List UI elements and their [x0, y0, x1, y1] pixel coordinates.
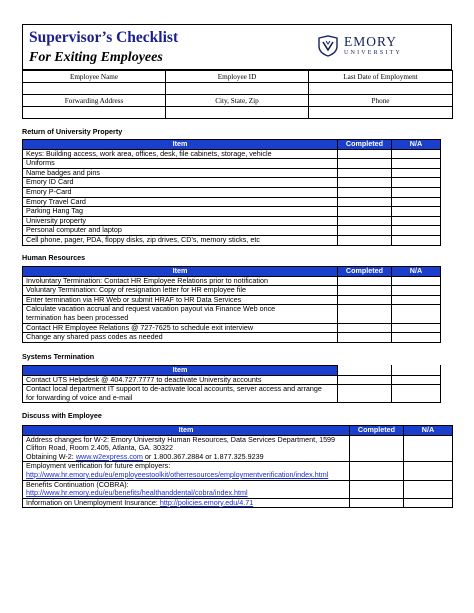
na-cell[interactable] — [392, 305, 441, 323]
table-row — [23, 333, 441, 343]
column-header-na: N/A — [392, 267, 441, 277]
property-table — [22, 139, 441, 246]
table-row — [23, 276, 441, 286]
na-cell[interactable] — [392, 295, 441, 305]
item-text: Name badges and pins — [23, 168, 338, 178]
item-text: Parking Hang Tag — [23, 207, 338, 217]
item-text: University property — [23, 216, 338, 226]
na-cell[interactable] — [392, 333, 441, 343]
item-text: Change any shared pass codes as needed — [23, 333, 338, 343]
item-text: Cell phone, pager, PDA, floppy disks, zip drives, CD’s, memory sticks, etc — [23, 235, 338, 245]
na-cell[interactable] — [392, 187, 441, 197]
column-header-item: Item — [23, 267, 338, 277]
city-state-zip-label: City, State, Zip — [166, 95, 309, 107]
na-cell[interactable] — [404, 498, 453, 508]
forwarding-address-label: Forwarding Address — [23, 95, 166, 107]
cobra-label: Benefits Continuation (COBRA): — [26, 480, 129, 489]
item-text — [23, 498, 350, 508]
cobra-link[interactable]: http://www.hr.emory.edu/eu/benefits/healthanddental/cobra/index.html — [26, 488, 248, 498]
unemployment-link[interactable]: http://policies.emory.edu/4.71 — [159, 498, 254, 507]
table-row — [23, 375, 441, 385]
item-text: Emory ID Card — [23, 178, 338, 188]
column-header-item: Item — [23, 366, 338, 376]
table-row — [23, 462, 453, 480]
item-text: Emory Travel Card — [23, 197, 338, 207]
logo-university: UNIVERSITY — [344, 50, 402, 56]
table-row — [23, 480, 453, 498]
table-row — [23, 323, 441, 333]
column-header-completed: Completed — [338, 267, 392, 277]
na-cell[interactable] — [404, 462, 453, 480]
section-title-hr: Human Resources — [22, 253, 86, 262]
item-text: Emory P-Card — [23, 187, 338, 197]
na-cell[interactable] — [392, 197, 441, 207]
item-text — [23, 480, 350, 498]
na-cell[interactable] — [392, 168, 441, 178]
na-cell[interactable] — [404, 480, 453, 498]
table-row — [23, 385, 441, 403]
completed-cell[interactable] — [338, 178, 392, 188]
shield-crest-icon — [317, 35, 339, 57]
column-header-completed: Completed — [338, 140, 392, 150]
na-cell[interactable] — [392, 323, 441, 333]
w2-obtain-line — [26, 453, 341, 462]
employee-name-label: Employee Name — [23, 71, 166, 83]
table-row — [23, 286, 441, 296]
column-header-na: N/A — [404, 426, 453, 436]
city-state-zip-field[interactable] — [166, 107, 309, 119]
na-header-empty — [392, 366, 441, 376]
phone-label: Phone — [309, 95, 453, 107]
employee-id-field[interactable] — [166, 83, 309, 95]
logo-wordmark: EMORY — [344, 34, 398, 49]
item-text: Voluntary Termination: Copy of resignation letter for HR employee file — [23, 286, 338, 296]
completed-cell[interactable] — [338, 197, 392, 207]
na-cell[interactable] — [392, 235, 441, 245]
completed-cell[interactable] — [338, 276, 392, 286]
column-header-item: Item — [23, 426, 350, 436]
na-cell[interactable] — [392, 385, 441, 403]
w2-obtain-prefix: Obtaining W-2: — [26, 451, 76, 461]
table-row — [23, 295, 441, 305]
completed-cell[interactable] — [338, 333, 392, 343]
completed-cell[interactable] — [338, 235, 392, 245]
completed-cell[interactable] — [350, 498, 404, 508]
table-row — [23, 207, 441, 217]
table-row — [23, 178, 441, 188]
completed-cell[interactable] — [338, 323, 392, 333]
table-row — [23, 435, 453, 462]
completed-cell[interactable] — [338, 159, 392, 169]
table-row — [23, 216, 441, 226]
completed-header-empty — [338, 366, 392, 376]
completed-cell[interactable] — [338, 385, 392, 403]
item-text: Contact local department IT support to de-activate local accounts, server access and arrange for forwarding of voice and e-mail — [23, 385, 338, 403]
na-cell[interactable] — [392, 149, 441, 159]
na-cell[interactable] — [392, 178, 441, 188]
table-row — [23, 197, 441, 207]
completed-cell[interactable] — [338, 168, 392, 178]
na-cell[interactable] — [392, 159, 441, 169]
na-cell[interactable] — [404, 435, 453, 462]
w2-obtain-suffix: or 1.800.367.2884 or 1.877.325.9239 — [142, 451, 264, 461]
phone-field[interactable] — [309, 107, 453, 119]
employee-info-table — [22, 70, 453, 119]
section-title-systems: Systems Termination — [22, 352, 95, 361]
item-text: Calculate vacation accrual and request vacation payout via Finance Web once termination has been processed — [23, 305, 338, 323]
table-row — [23, 187, 441, 197]
completed-cell[interactable] — [338, 149, 392, 159]
completed-cell[interactable] — [338, 295, 392, 305]
section-title-discuss: Discuss with Employee — [22, 411, 102, 420]
employee-name-field[interactable] — [23, 83, 166, 95]
item-text — [23, 435, 350, 462]
na-cell[interactable] — [392, 216, 441, 226]
systems-table — [22, 365, 441, 403]
completed-cell[interactable] — [338, 286, 392, 296]
page-title: Supervisor’s Checklist — [29, 29, 179, 46]
item-text: Enter termination via HR Web or submit HRAF to HR Data Services — [23, 295, 338, 305]
na-cell[interactable] — [392, 286, 441, 296]
discuss-table — [22, 425, 453, 508]
column-header-item: Item — [23, 140, 338, 150]
forwarding-address-field[interactable] — [23, 107, 166, 119]
last-date-field[interactable] — [309, 83, 453, 95]
page-subtitle: For Exiting Employees — [29, 50, 163, 65]
column-header-na: N/A — [392, 140, 441, 150]
table-row — [23, 305, 441, 323]
item-text: Contact UTS Helpdesk @ 404.727.7777 to deactivate University accounts — [23, 375, 338, 385]
table-row — [23, 235, 441, 245]
table-row — [23, 226, 441, 236]
verification-link[interactable]: http://www.hr.emory.edu/eu/employeestoolkit/otherresources/employmentverification/index.html — [26, 469, 329, 479]
verification-label: Employment verification for future employers: — [26, 461, 171, 471]
last-date-label: Last Date of Employment — [309, 71, 453, 83]
completed-cell[interactable] — [338, 187, 392, 197]
item-text: Keys: Building access, work area, offices, desk, file cabinets, storage, vehicle — [23, 149, 338, 159]
na-cell[interactable] — [392, 276, 441, 286]
completed-cell[interactable] — [338, 216, 392, 226]
section-title-property: Return of University Property — [22, 127, 123, 136]
completed-cell[interactable] — [350, 480, 404, 498]
item-text — [23, 462, 350, 480]
emory-logo — [317, 33, 427, 61]
hr-table — [22, 266, 441, 343]
completed-cell[interactable] — [350, 435, 404, 462]
item-text: Contact HR Employee Relations @ 727-7625 to schedule exit interview — [23, 323, 338, 333]
completed-cell[interactable] — [338, 207, 392, 217]
na-cell[interactable] — [392, 207, 441, 217]
completed-cell[interactable] — [338, 305, 392, 323]
item-text: Personal computer and laptop — [23, 226, 338, 236]
completed-cell[interactable] — [338, 226, 392, 236]
completed-cell[interactable] — [338, 375, 392, 385]
completed-cell[interactable] — [350, 462, 404, 480]
header-box — [22, 24, 452, 70]
table-row — [23, 149, 441, 159]
w2-address-text: Address changes for W-2: Emory University Human Resources, Data Services Department, 1599 Clifton Road, Room 2.405, Atlanta, GA. 30322 — [26, 435, 336, 453]
w2express-link[interactable]: www.w2express.com — [75, 451, 143, 461]
na-cell[interactable] — [392, 226, 441, 236]
table-row — [23, 168, 441, 178]
table-row — [23, 159, 441, 169]
table-row — [23, 498, 453, 508]
column-header-completed: Completed — [350, 426, 404, 436]
item-text: Involuntary Termination: Contact HR Employee Relations prior to notification — [23, 276, 338, 286]
unemployment-prefix: Information on Unemployment Insurance: — [26, 498, 160, 507]
employee-id-label: Employee ID — [166, 71, 309, 83]
item-text: Uniforms — [23, 159, 338, 169]
na-cell[interactable] — [392, 375, 441, 385]
